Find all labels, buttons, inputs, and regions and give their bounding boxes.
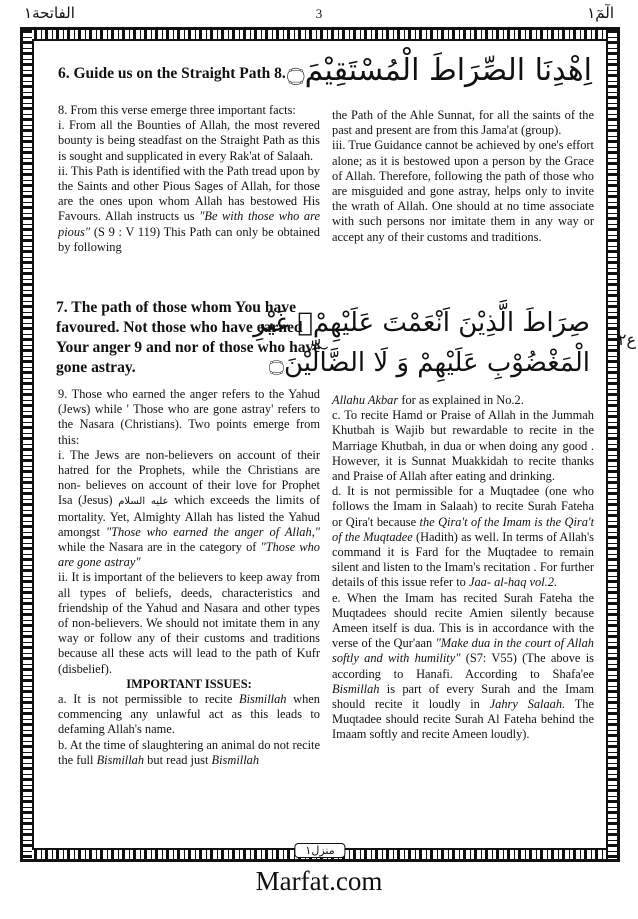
arabic-line: صِرَاطَ الَّذِيْنَ اَنْعَمْتَ عَلَيْهِمْ۬ غَيْرِ [253, 308, 590, 338]
paragraph: ii. This Path is identified with the Path tread upon by the Saints and other Pious Sages of Allah, for those are the ones upon whom Allah has bestowed His Favours. Allah instructs us "Be with those who are pious" (S 9 : V 119) This Path can only be obtained by following [58, 163, 320, 254]
quote: "Be with those who are pious" [58, 209, 320, 239]
arabic-line: الْمَغْضُوْبِ عَلَيْهِمْ وَ لَا الضَّآلِّيْنَ۝ [268, 348, 590, 378]
paragraph: e. When the Imam has recited Surah Fateha the Muqtadees should recite Amien silently because Ameen itself is dua. This is in accordance with the verse of the Qur'aan "Make dua in the court of Allah softly and with humility" (S7: V55) (The above is according to Hanafi. According to Shafa'ee Bismillah is part of every Surah and the Imam should recite it loudly in Jahry Salaah. The Muqtadee should recite Surah Al Fateha behind the Imaam softly and recite Ameen loudly). [332, 590, 594, 742]
page-content [40, 45, 600, 830]
page-header [24, 4, 614, 26]
paragraph: d. It is not permissible for a Muqtadee (one who follows the Imam in Salaah) to recite Surah Fateha or Qira't because the Qira't of the Imam is the Qira't of the Muqtadee (Hadith) as well. In terms of Allah's command it is Fard for the Muqtadee to remain silent and listen to the Imam's recitation . For further details of this issue refer to Jaa- al-haq vol.2. [332, 484, 595, 590]
site-watermark: Marfat.com [255, 866, 383, 896]
paragraph: i. The Jews are non-believers on account of their hatred for the Prophets, while the Christians are non- believes on account of their love for Prophet Isa (Jesus) عليه السلام which exceeds the limits of mortality. Yet, Almighty Allah has listed the Yahud amongst "Those who earned the anger of Allah," while the Nasara are in the category of "Those who are gone astray" [58, 447, 321, 570]
verse-6-arabic: اِهْدِنَا الصِّرَاطَ الْمُسْتَقِيْمَ۝ [287, 53, 592, 88]
paragraph: 9. Those who earned the anger refers to the Yahud (Jews) while ' Those who are gone astray' refers to the Nasara (Christians). Two points emerge from this: [58, 387, 320, 447]
paragraph: 8. From this verse emerge three important facts: [58, 103, 296, 117]
issues-heading: IMPORTANT ISSUES: [126, 676, 252, 691]
paragraph: a. It is not permissible to recite Bismillah when commencing any unlawful act as this leads to defaming Allah's name. [58, 692, 320, 737]
page-number: 3 [315, 6, 323, 21]
verse-6-heading: 6. Guide us on the Straight Path 8. [58, 65, 286, 82]
border-vine-top [23, 30, 617, 39]
header-surah-name: الفاتحة۱ [24, 4, 75, 22]
arabic-honorific: عليه السلام [118, 496, 169, 508]
verse-6-commentary-left [58, 103, 320, 255]
paragraph: b. At the time of slaughtering an animal do not recite the full Bismillah but read just Bismillah [58, 737, 320, 767]
verse-7-heading: 7. The path of those whom You have favoured. Not those who have earned Your anger 9 and nor of those who have gone astray. [56, 299, 321, 376]
border-vine-right [608, 30, 617, 859]
manzil-badge: منزل۱ [294, 843, 345, 858]
border-vine-left [23, 30, 32, 859]
paragraph: Allahu Akbar for as explained in No.2. [332, 393, 524, 407]
verse-6-commentary-right [332, 108, 594, 245]
paragraph: c. To recite Hamd or Praise of Allah in the Jummah Khutbah is Wajib but rewardable to recite in the Marriage Khutbah, in dua or when doing any good . However, it is Sunnat Muakkidah to recite thanks and Praise of Allah after eating and drinking. [332, 408, 594, 484]
verse-7-arabic [253, 303, 590, 383]
header-para-name: الٓمٓ۱ [587, 4, 614, 22]
paragraph: iii. True Guidance cannot be achieved by one's effort alone; as it is bestowed upon a person by the Grace of Allah. Therefore, following the path of those who are misguided and gone astray, helps only to invite the wrath of Allah. One should at no time associate with such persons nor imitate them in any way or accept any of their customs and traditions. [332, 138, 594, 244]
paragraph: ii. It is important of the believers to keep away from all types of beliefs, deeds, characteristics and friendship of the Yahud and Nasara and other types of non-believers. We should not imitate them in any way or follow any of their customs and traditions because all these acts will lead to the path of Kufr (disbelief). [58, 570, 320, 676]
paragraph: the Path of the Ahle Sunnat, for all the saints of the past and present are from this Jama'at (group). [332, 108, 594, 138]
ruku-marker: ع۲ [617, 330, 636, 349]
verse-7-commentary-right [332, 393, 594, 743]
verse-7-commentary-left [58, 387, 320, 768]
paragraph: i. From all the Bounties of Allah, the most revered bounty is being steadfast on the Straight Path as this is sought and supplicated in every Rak'at of Salaah. [58, 118, 320, 163]
